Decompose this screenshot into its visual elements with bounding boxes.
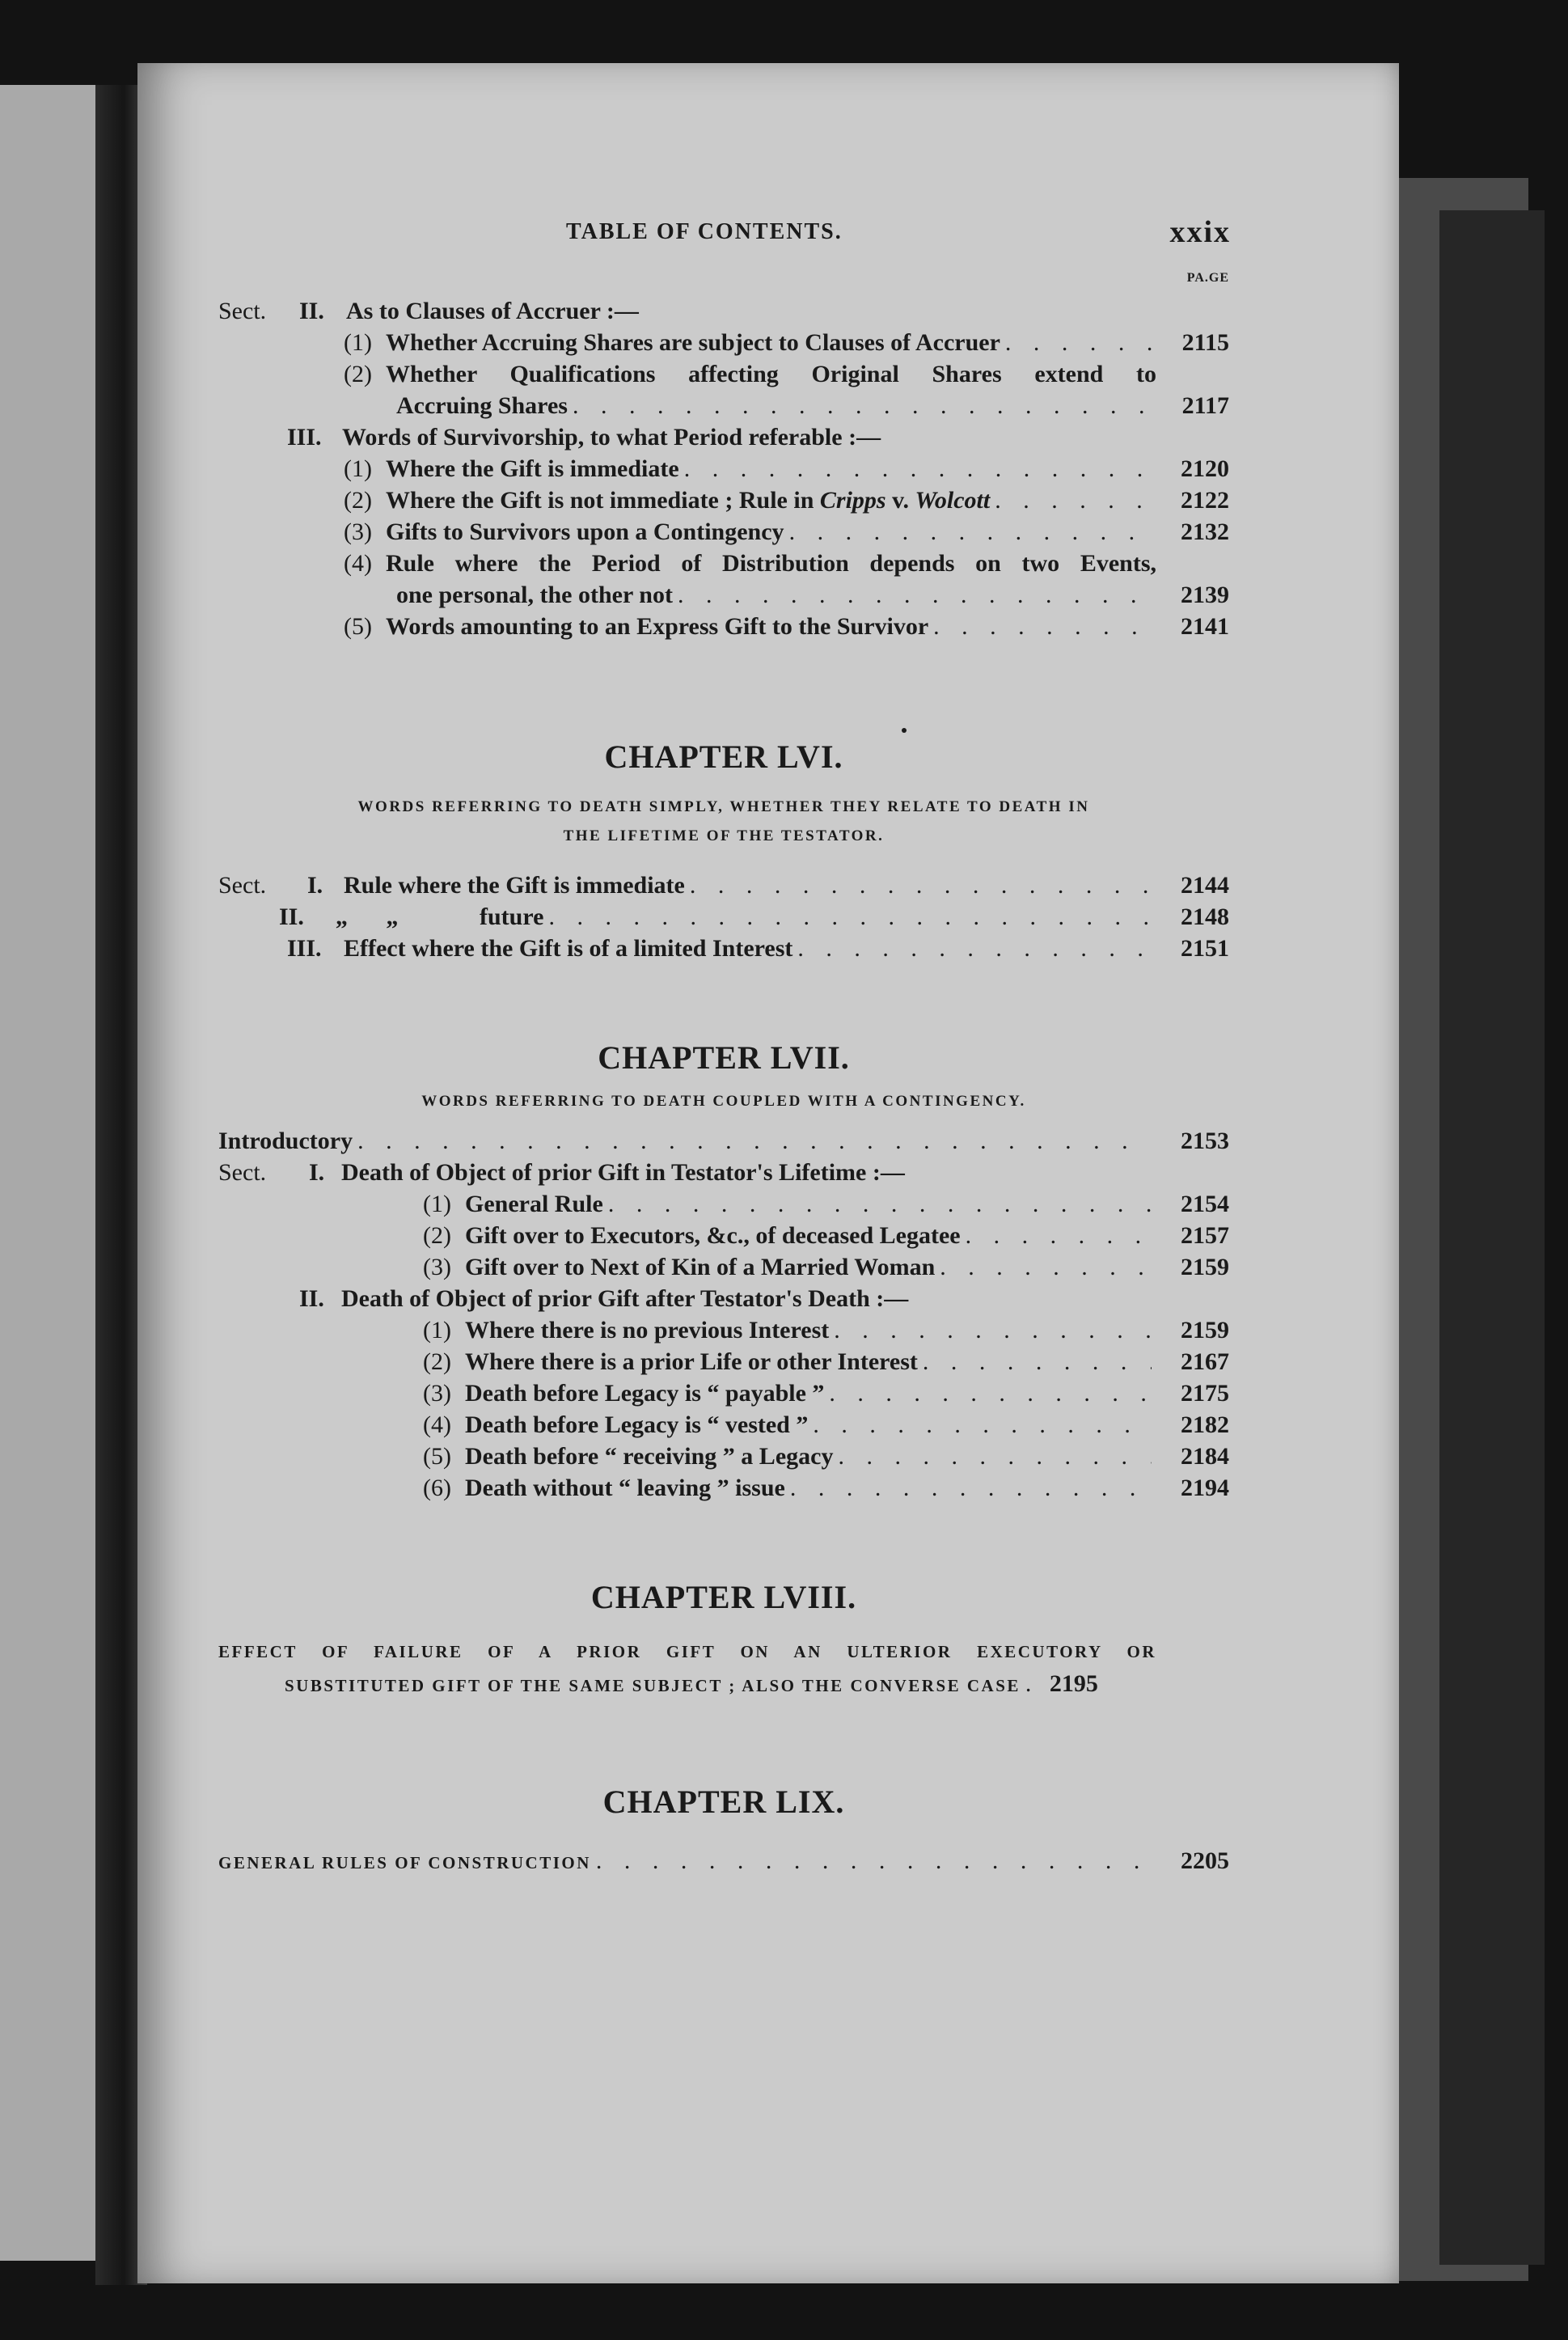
toc-entry: III. Effect where the Gift is of a limited Interest . . . 2151 — [218, 933, 1229, 964]
toc-entry: II. „ „ future . . . 2148 — [218, 901, 1229, 933]
dot-leader — [789, 516, 1152, 548]
chapter-description: EFFECT OF FAILURE OF A PRIOR GIFT ON AN ULTERIOR EXECUTORY OR — [218, 1642, 1156, 1661]
facing-page-edge — [0, 85, 95, 2261]
dot-leader — [596, 1845, 1152, 1877]
toc-entry: (2) Whether Qualifications affecting Original Shares extend to — [344, 361, 1156, 387]
dot-leader — [1025, 1668, 1045, 1699]
toc-entry-continuation: one personal, the other not . . . 2139 — [218, 579, 1229, 611]
toc-entry: (3) Gift over to Next of Kin of a Married Woman . . . 2159 — [218, 1251, 1229, 1283]
ink-speck — [902, 728, 907, 733]
toc-entry: (3) Gifts to Survivors upon a Contingency . . . 2132 — [218, 516, 1229, 548]
running-title: TABLE OF CONTENTS. — [566, 219, 843, 244]
chapter-title: CHAPTER LVI. — [604, 738, 843, 775]
dot-leader — [838, 1441, 1152, 1472]
dot-leader — [684, 453, 1152, 485]
dot-leader — [813, 1409, 1152, 1441]
toc-entry: (4) Death before Legacy is “ vested ” . . . 2182 — [218, 1409, 1229, 1441]
toc-entry: (1) Whether Accruing Shares are subject to Clauses of Accruer . . . 2115 — [218, 327, 1229, 358]
toc-entry: (1) General Rule . . . 2154 — [218, 1188, 1229, 1220]
page-column-label: PA.GE — [1186, 271, 1229, 285]
dot-leader — [923, 1346, 1152, 1377]
table-of-contents — [218, 214, 1229, 1879]
toc-entry: (2) Gift over to Executors, &c., of deceased Legatee . . . 2157 — [218, 1220, 1229, 1251]
chapter-title: CHAPTER LVIII. — [590, 1579, 857, 1615]
dot-leader — [966, 1220, 1152, 1251]
toc-entry: (4) Rule where the Period of Distribution depends on two Events, — [344, 550, 1156, 577]
dot-leader — [573, 390, 1152, 421]
toc-section-heading: Sect. II. As to Clauses of Accruer :— — [218, 298, 639, 324]
dot-leader — [933, 611, 1152, 642]
toc-entry: (3) Death before Legacy is “ payable ” . . . 2175 — [218, 1377, 1229, 1409]
toc-entry: Sect. I. Rule where the Gift is immediate . . . 2144 — [218, 870, 1229, 901]
chapter-title: CHAPTER LVII. — [598, 1039, 850, 1076]
toc-entry-continuation: Accruing Shares . . . 2117 — [218, 390, 1229, 421]
dot-leader — [608, 1188, 1152, 1220]
dot-leader — [790, 1472, 1152, 1504]
dot-leader — [995, 485, 1152, 516]
chapter-subtitle: WORDS REFERRING TO DEATH SIMPLY, WHETHER THEY RELATE TO DEATH IN — [357, 798, 1090, 815]
toc-entry: (2) Where the Gift is not immediate ; Rule in Cripps v. Wolcott . . . 2122 — [218, 485, 1229, 516]
chapter-subtitle: THE LIFETIME OF THE TESTATOR. — [563, 827, 885, 844]
page-folio: xxix — [1169, 215, 1231, 249]
toc-entry: Introductory . . . 2153 — [218, 1125, 1229, 1157]
dot-leader — [548, 901, 1152, 933]
toc-entry: SUBSTITUTED GIFT OF THE SAME SUBJECT ; ALSO THE CONVERSE CASE . . . 2195 — [218, 1668, 1229, 1702]
dot-leader — [1005, 327, 1152, 358]
dot-leader — [690, 870, 1152, 901]
toc-section-heading: Sect. I. Death of Object of prior Gift in Testator's Lifetime :— — [218, 1159, 905, 1186]
dot-leader — [834, 1314, 1152, 1346]
chapter-subtitle: WORDS REFERRING TO DEATH COUPLED WITH A CONTINGENCY. — [421, 1093, 1026, 1110]
toc-section-heading: III. Words of Survivorship, to what Period referable :— — [287, 424, 881, 451]
dot-leader — [940, 1251, 1152, 1283]
dot-leader — [829, 1377, 1152, 1409]
dot-leader — [357, 1125, 1152, 1157]
toc-section-heading: II. Death of Object of prior Gift after Testator's Death :— — [299, 1285, 909, 1312]
toc-entry: (5) Words amounting to an Express Gift to the Survivor . . . 2141 — [218, 611, 1229, 642]
toc-entry: (5) Death before “ receiving ” a Legacy . . . 2184 — [218, 1441, 1229, 1472]
toc-entry: (1) Where the Gift is immediate . . . 2120 — [218, 453, 1229, 485]
chapter-title: CHAPTER LIX. — [602, 1784, 845, 1820]
page-stack-shadow — [1439, 210, 1545, 2265]
dot-leader — [678, 579, 1152, 611]
toc-entry: (2) Where there is a prior Life or other Interest . . . 2167 — [218, 1346, 1229, 1377]
toc-entry: (6) Death without “ leaving ” issue . . . 2194 — [218, 1472, 1229, 1504]
running-header — [218, 214, 1229, 263]
toc-entry: (1) Where there is no previous Interest . . . 2159 — [218, 1314, 1229, 1346]
toc-entry: GENERAL RULES OF CONSTRUCTION . . . 2205 — [218, 1845, 1229, 1879]
dot-leader — [797, 933, 1152, 964]
